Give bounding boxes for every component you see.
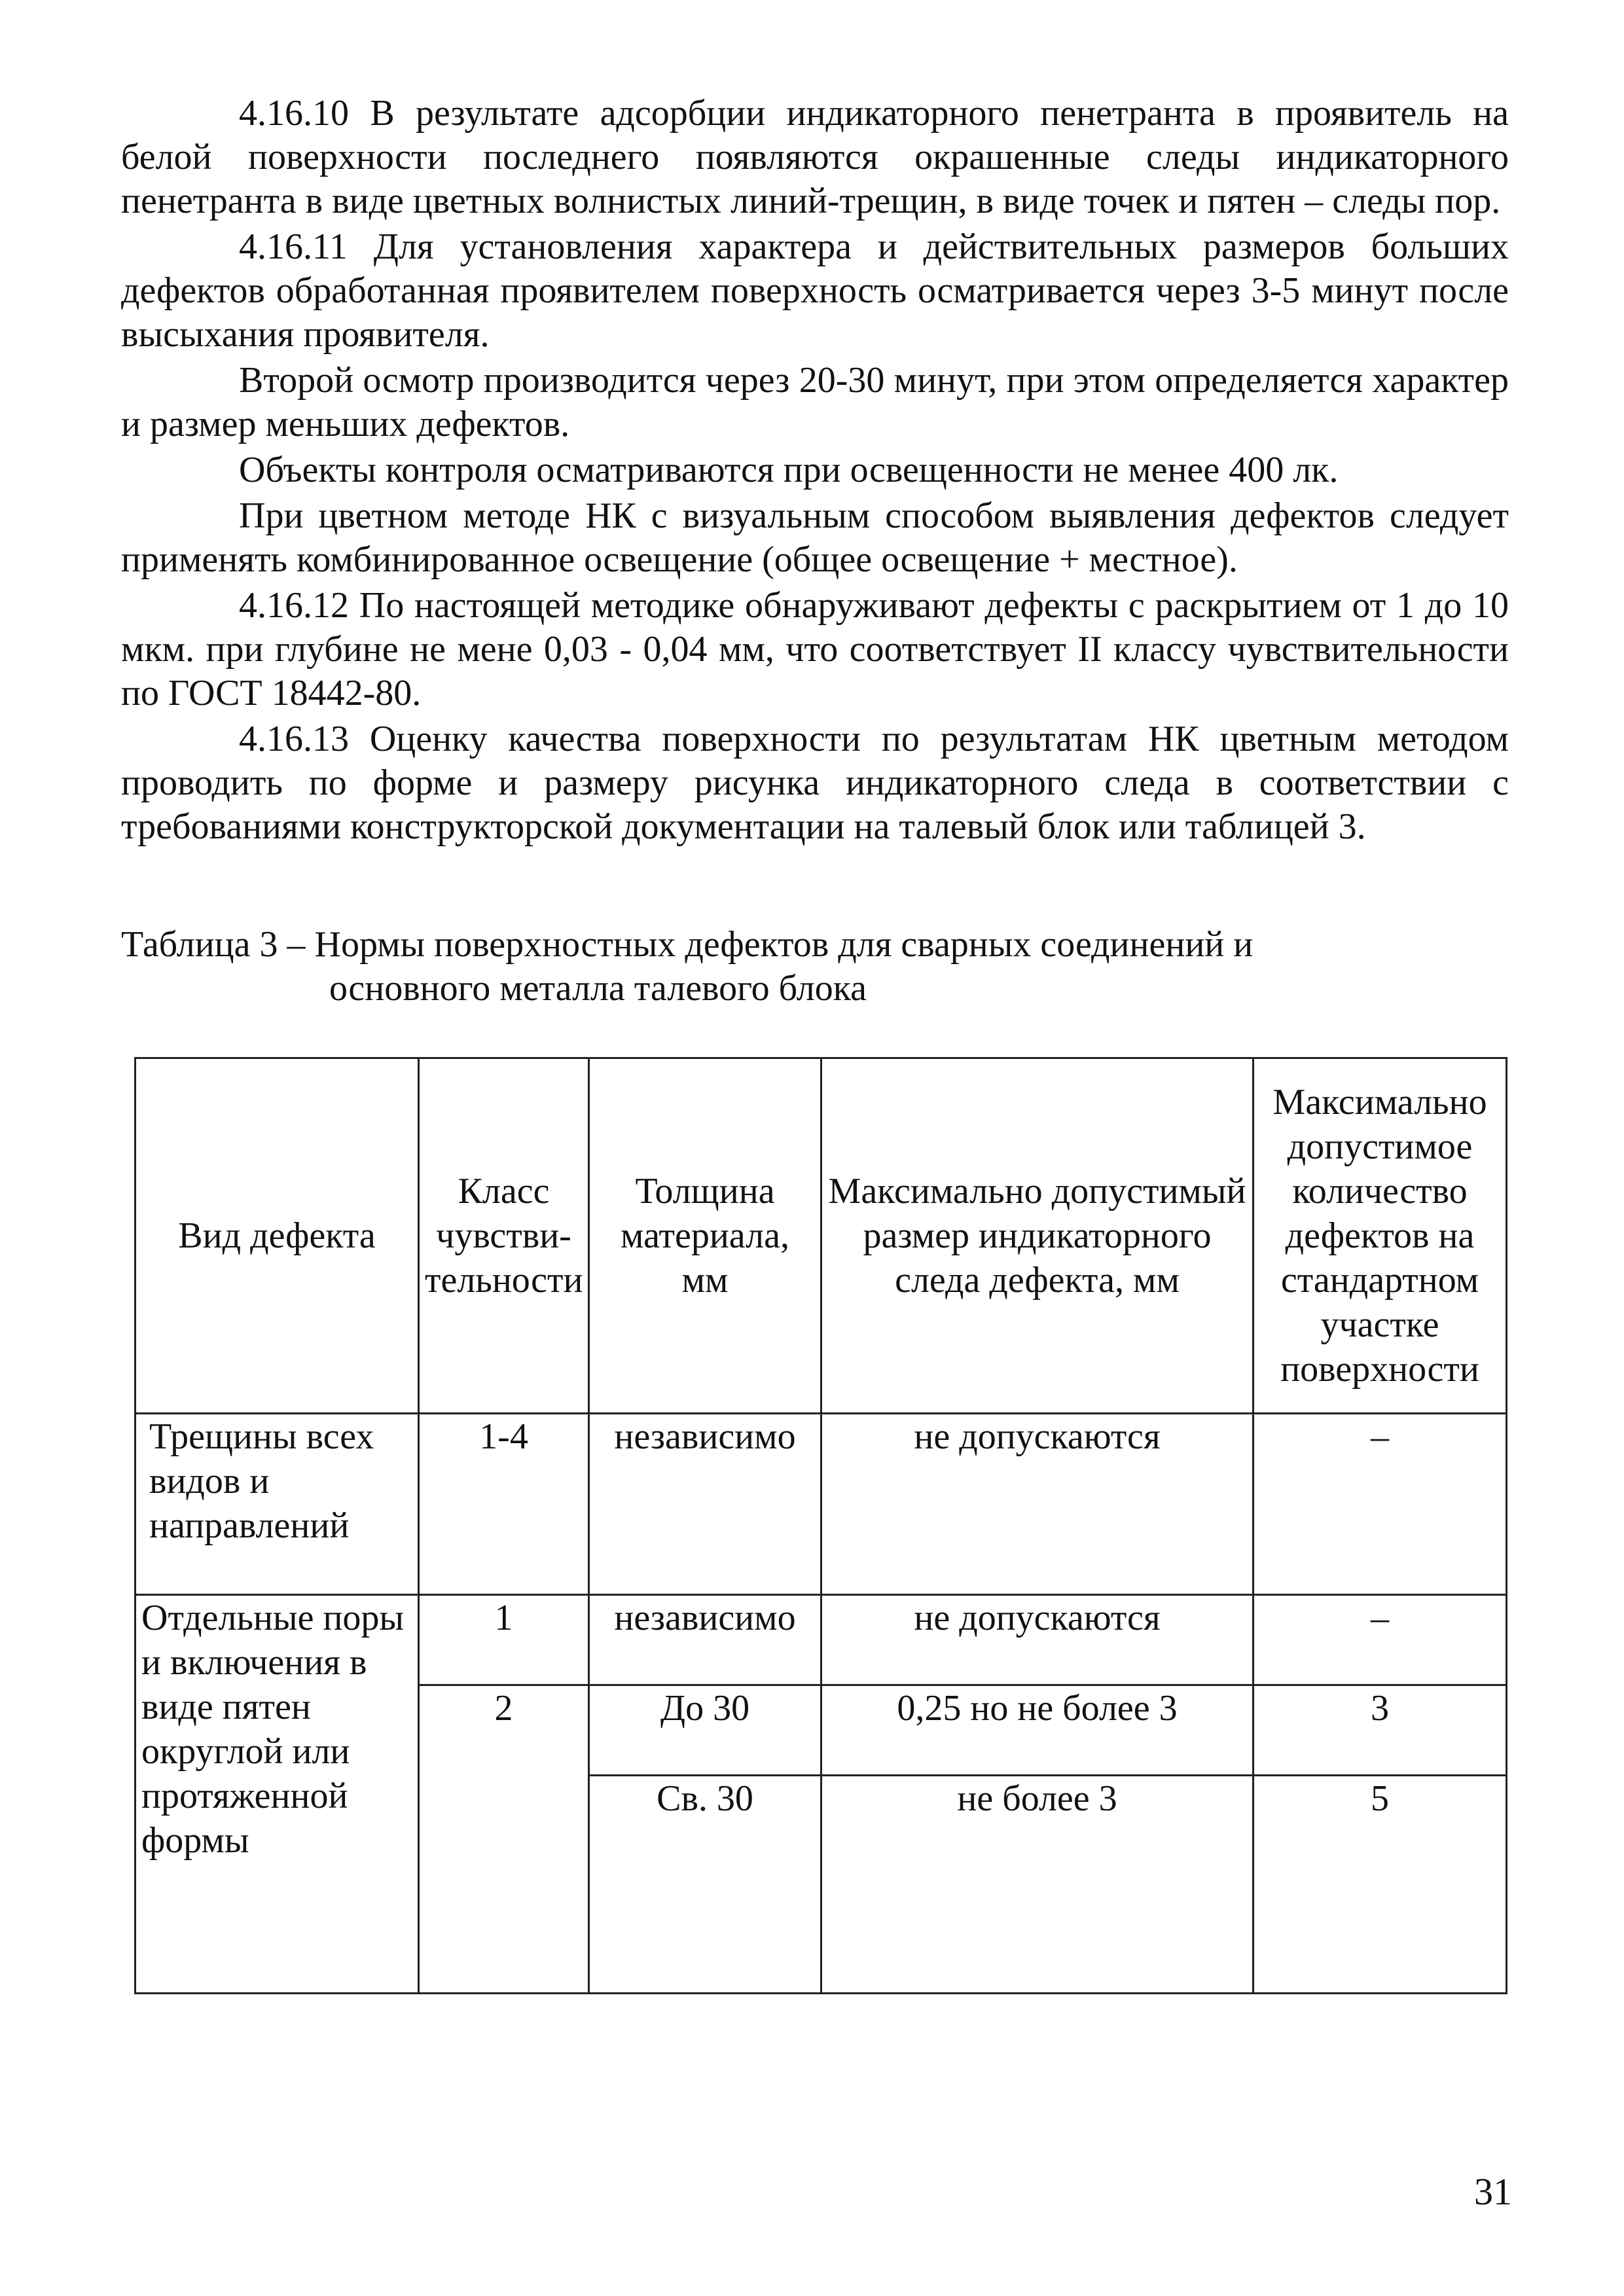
- cell-max-count: –: [1254, 1414, 1507, 1595]
- header-thickness: Толщина материала, мм: [589, 1058, 821, 1414]
- paragraph-4-16-10: 4.16.10 В результате адсорбции индикаторного пенетранта в проявитель на белой поверхности последнего появляются окрашенные следы индикаторного пенетранта в виде цветных волнистых линий-трещин, в виде точек и пятен – следы пор.: [121, 93, 1509, 221]
- cell-sensitivity-class: 1: [419, 1595, 589, 1685]
- cell-thickness: До 30: [589, 1685, 821, 1776]
- cell-thickness: независимо: [589, 1414, 821, 1595]
- header-max-size: Максимально допустимый размер индикаторного следа дефекта, мм: [821, 1058, 1254, 1414]
- cell-sensitivity-class: 1-4: [419, 1414, 589, 1595]
- table-row-pores-class-1: [135, 1595, 1507, 1685]
- header-max-count: Максимально допустимое количество дефектов на стандартном участке поверхности: [1254, 1058, 1507, 1414]
- table-row-cracks: [135, 1414, 1507, 1595]
- header-sensitivity-class: Класс чувстви-тельности: [419, 1058, 589, 1414]
- cell-max-size: не более 3: [821, 1776, 1254, 1994]
- paragraph-4-16-12: 4.16.12 По настоящей методике обнаруживают дефекты с раскрытием от 1 до 10 мкм. при глубине не мене 0,03 - 0,04 мм, что соответствует II классу чувствительности по ГОСТ 18442-80.: [121, 585, 1509, 713]
- table-caption: [121, 923, 1509, 1011]
- cell-max-count: 3: [1254, 1685, 1507, 1776]
- table-caption-line-2: основного металла талевого блока: [329, 968, 867, 1009]
- paragraph-illumination: Объекты контроля осматриваются при освещенности не менее 400 лк.: [239, 450, 1339, 490]
- cell-defect-type: Отдельные поры и включения в виде пятен округлой или протяженной формы: [135, 1595, 419, 1994]
- cell-max-size: не допускаются: [821, 1595, 1254, 1685]
- header-defect-type: Вид дефекта: [135, 1058, 419, 1414]
- cell-defect-type: Трещины всех видов и направлений: [135, 1414, 419, 1595]
- cell-max-size: 0,25 но не более 3: [821, 1685, 1254, 1776]
- table-caption-line-1: Таблица 3 – Нормы поверхностных дефектов для сварных соединений и: [121, 924, 1254, 965]
- cell-max-size: не допускаются: [821, 1414, 1254, 1595]
- cell-max-count: 5: [1254, 1776, 1507, 1994]
- cell-sensitivity-class: 2: [419, 1685, 589, 1994]
- table-header-row: [135, 1058, 1507, 1414]
- paragraph-4-16-13: 4.16.13 Оценку качества поверхности по результатам НК цветным методом проводить по форме и размеру рисунка индикаторного следа в соответствии с требованиями конструкторской документации на талевый блок или таблицей 3.: [121, 719, 1509, 847]
- cell-thickness: независимо: [589, 1595, 821, 1685]
- defect-norms-table: [134, 1057, 1507, 1994]
- body-text: [121, 92, 1509, 851]
- cell-max-count: –: [1254, 1595, 1507, 1685]
- paragraph-4-16-11: 4.16.11 Для установления характера и действительных размеров больших дефектов обработанная проявителем поверхность осматривается через 3-5 минут после высыхания проявителя.: [121, 226, 1509, 355]
- paragraph-combined-lighting: При цветном методе НК с визуальным способом выявления дефектов следует применять комбинированное освещение (общее освещение + местное).: [121, 495, 1509, 580]
- paragraph-second-inspection: Второй осмотр производится через 20-30 минут, при этом определяется характер и размер меньших дефектов.: [121, 360, 1509, 444]
- cell-thickness: Св. 30: [589, 1776, 821, 1994]
- page-number: 31: [1474, 2170, 1512, 2213]
